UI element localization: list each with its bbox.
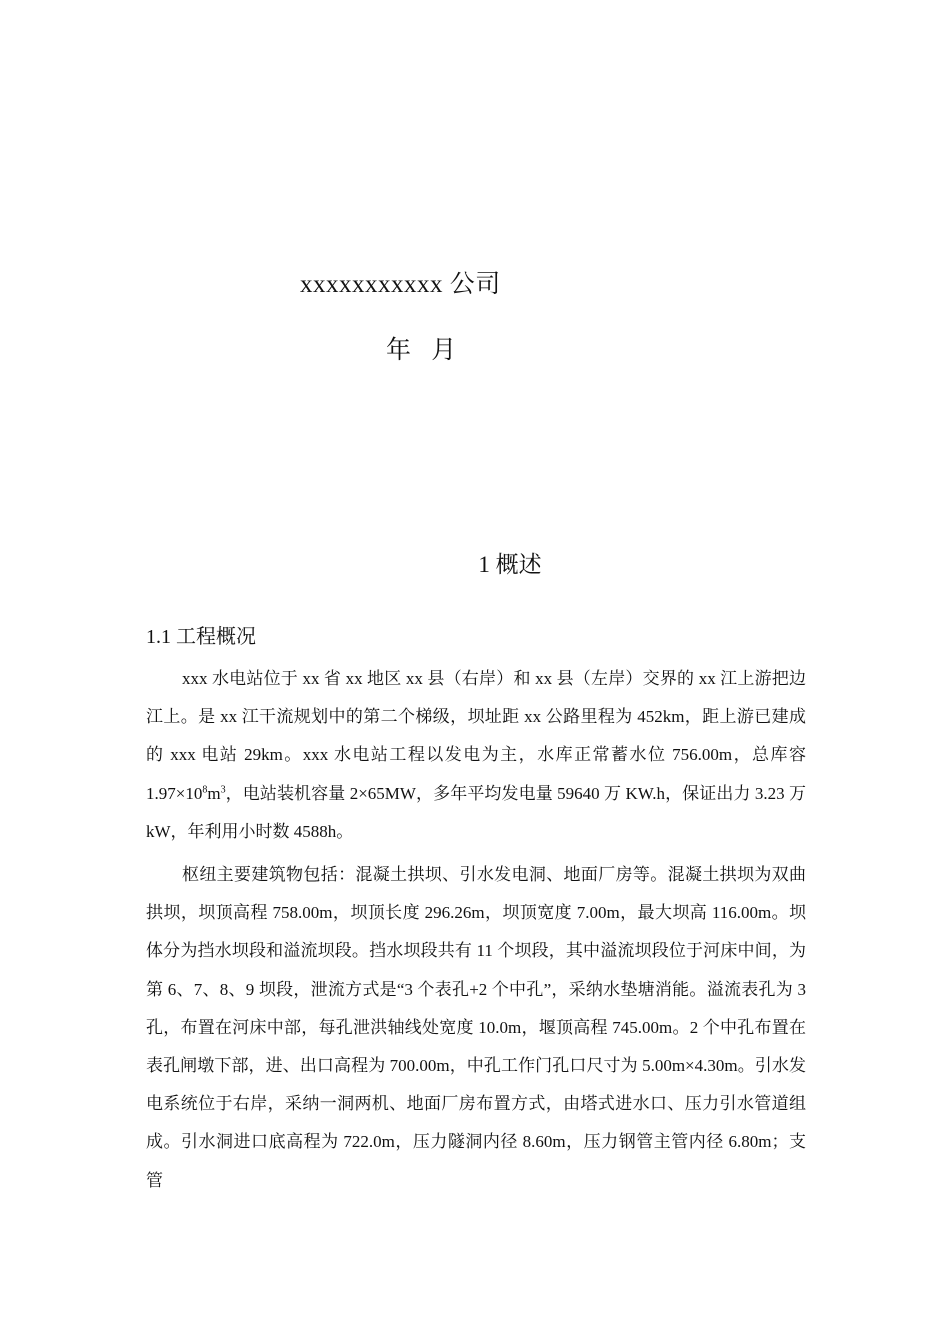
chapter-title: 1 概述 bbox=[478, 552, 542, 577]
paragraph-project-overview bbox=[146, 660, 806, 851]
section-title: 1.1 工程概况 bbox=[146, 626, 256, 648]
paragraph-main-structures: 枢纽主要建筑物包括：混凝土拱坝、引水发电洞、地面厂房等。混凝土拱坝为双曲拱坝，坝顶高程 758.00m，坝顶长度 296.26m，坝顶宽度 7.00m，最大坝高 116.00m。坝体分为挡水坝段和溢流坝段。挡水坝段共有 11 个坝段，其中溢流坝段位于河床中间，为第 6、7、8、9 坝段，泄流方式是“3 个表孔+2 个中孔”，采纳水垫塘消能。溢流表孔为 3 孔，布置在河床中部，每孔泄洪轴线处宽度 10.0m，堰顶高程 745.00m。2 个中孔布置在表孔闸墩下部，进、出口高程为 700.00m，中孔工作门孔口尺寸为 5.00m×4.30m。引水发电系统位于右岸，采纳一洞两机、地面厂房布置方式，由塔式进水口、压力引水管道组成。引水洞进口底高程为 722.0m，压力隧洞内径 8.60m，压力钢管主管内径 6.80m；支管 bbox=[146, 865, 806, 1190]
paragraph-text: ，电站装机容量 2×65MW，多年平均发电量 59640 万 KW.h，保证出力 3.23 万 kW，年利用小时数 4588h。 bbox=[146, 783, 806, 841]
exponent: 3 bbox=[220, 783, 226, 795]
date-line: 年 月 bbox=[386, 337, 457, 364]
unit-text: m bbox=[207, 783, 221, 803]
paragraph-text: xxx 水电站位于 xx 省 xx 地区 xx 县（右岸）和 xx 县（左岸）交界的 xx 江上游把边江上。是 xx 江干流规划中的第二个梯级，坝址距 xx 公路里程为 452km，距上游已建成的 xxx 电站 29km。xxx 水电站工程以发电为主，水库正常蓄水位 756.00m，总库容 1.97×10 bbox=[146, 669, 806, 803]
exponent: 8 bbox=[202, 783, 208, 795]
body-text bbox=[146, 660, 806, 1200]
company-name: xxxxxxxxxxx 公司 bbox=[300, 271, 501, 298]
